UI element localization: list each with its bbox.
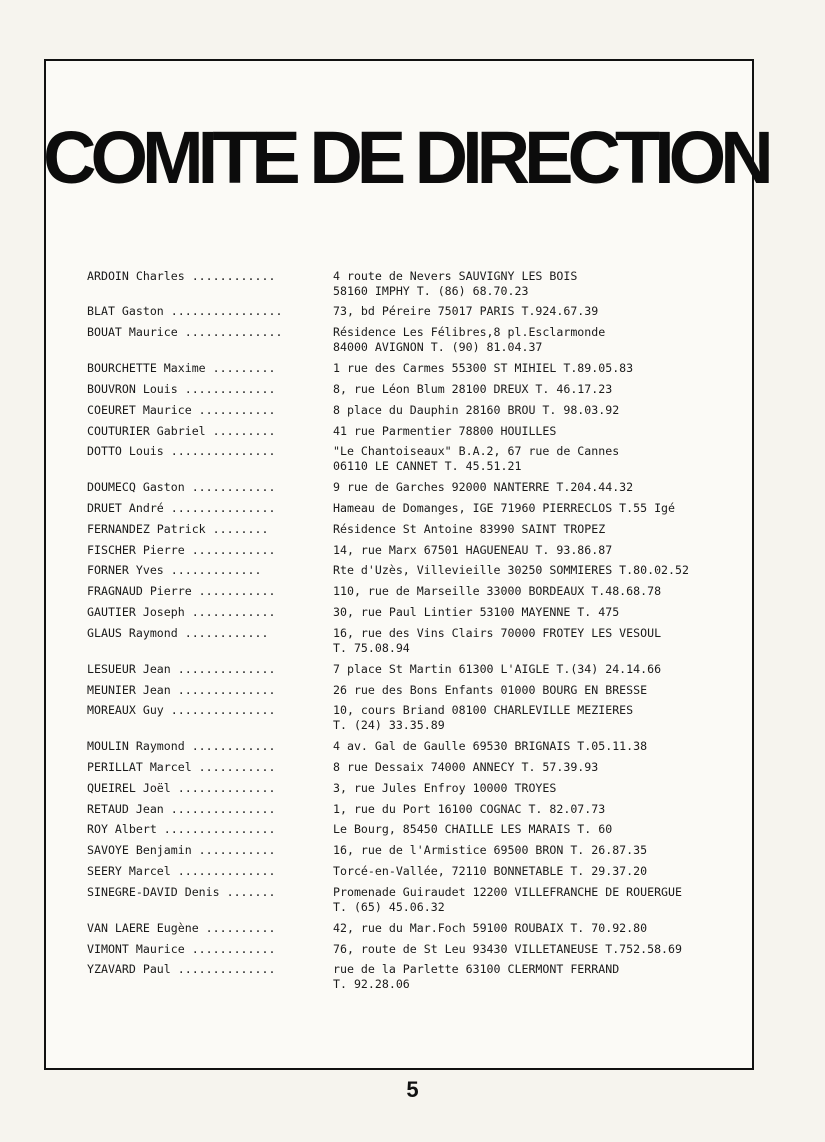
member-name: GLAUS Raymond ............ [87, 626, 269, 641]
member-address [333, 921, 747, 936]
list-item [87, 444, 747, 473]
address-line: 76, route de St Leu 93430 VILLETANEUSE T.752.58.69 [333, 941, 683, 956]
address-line: T. (24) 33.35.89 [333, 718, 445, 732]
member-address [333, 864, 747, 879]
member-name: BOUAT Maurice .............. [87, 325, 283, 340]
member-address [333, 942, 747, 957]
list-item [87, 942, 747, 957]
member-address [333, 501, 747, 516]
member-name: QUEIREL Joël .............. [87, 780, 276, 795]
member-name: FERNANDEZ Patrick ........ [87, 521, 269, 536]
address-line: 16, rue des Vins Clairs 70000 FROTEY LES VESOUL [333, 626, 662, 641]
list-item [87, 843, 747, 858]
member-address [333, 522, 747, 537]
list-item [87, 584, 747, 599]
address-line: 06110 LE CANNET T. 45.51.21 [333, 459, 522, 474]
list-item [87, 962, 747, 991]
address-line: Rte d'Uzès, Villevieille 30250 SOMMIERES T.80.02.52 [333, 563, 689, 578]
member-address [333, 781, 747, 796]
member-address [333, 361, 747, 376]
member-name: COUTURIER Gabriel ......... [87, 423, 276, 438]
address-line: 16, rue de l'Armistice 69500 BRON T. 26.87.35 [333, 843, 648, 858]
member-name: YZAVARD Paul .............. [87, 962, 276, 977]
address-line: rue de la Parlette 63100 CLERMONT FERRAND [333, 962, 620, 977]
list-item [87, 921, 747, 936]
member-address [333, 760, 747, 775]
address-line: 14, rue Marx 67501 HAGUENEAU T. 93.86.87 [333, 542, 613, 557]
address-line: "Le Chantoiseaux" B.A.2, 67 rue de Cannes [333, 444, 620, 459]
address-line: Résidence St Antoine 83990 SAINT TROPEZ [333, 521, 606, 536]
list-item [87, 703, 747, 732]
member-name: MOREAUX Guy ............... [87, 703, 276, 718]
list-item [87, 563, 747, 578]
address-line: 4 route de Nevers SAUVIGNY LES BOIS [333, 269, 578, 283]
member-address [333, 739, 747, 754]
address-line: 10, cours Briand 08100 CHARLEVILLE MEZIERES [333, 703, 634, 718]
member-address [333, 382, 747, 397]
address-line: 4 av. Gal de Gaulle 69530 BRIGNAIS T.05.11.38 [333, 738, 648, 753]
member-address [333, 683, 747, 698]
member-address [333, 962, 747, 991]
member-name: SINEGRE-DAVID Denis ....... [87, 885, 276, 900]
address-line: Résidence Les Félibres,8 pl.Esclarmonde [333, 325, 606, 340]
member-name: BOUVRON Louis ............. [87, 381, 276, 396]
list-item [87, 269, 747, 298]
member-name: GAUTIER Joseph ............ [87, 605, 276, 620]
address-line: Torcé-en-Vallée, 72110 BONNETABLE T. 29.37.20 [333, 864, 648, 879]
member-name: MEUNIER Jean .............. [87, 682, 276, 697]
member-address [333, 822, 747, 837]
address-line: 41 rue Parmentier 78800 HOUILLES [333, 423, 557, 438]
address-line: T. (65) 45.06.32 [333, 899, 445, 914]
address-line: 8 rue Dessaix 74000 ANNECY T. 57.39.93 [333, 759, 599, 774]
address-line: 58160 IMPHY T. (86) 68.70.23 [333, 283, 529, 298]
member-address [333, 843, 747, 858]
list-item [87, 480, 747, 495]
member-name: LESUEUR Jean .............. [87, 661, 276, 676]
member-address [333, 444, 747, 473]
address-line: Le Bourg, 85450 CHAILLE LES MARAIS T. 60 [333, 822, 613, 837]
member-address [333, 403, 747, 418]
member-list [87, 269, 747, 998]
member-address [333, 885, 747, 914]
member-name: BLAT Gaston ................ [87, 304, 283, 319]
list-item [87, 802, 747, 817]
address-line: T. 75.08.94 [333, 640, 410, 655]
list-item [87, 683, 747, 698]
member-name: FORNER Yves ............. [87, 563, 262, 578]
member-address [333, 543, 747, 558]
address-line: Hameau de Domanges, IGE 71960 PIERRECLOS T.55 Igé [333, 500, 676, 515]
member-address [333, 563, 747, 578]
address-line: 8 place du Dauphin 28160 BROU T. 98.03.92 [333, 402, 620, 417]
address-line: 110, rue de Marseille 33000 BORDEAUX T.48.68.78 [333, 584, 662, 599]
address-line: 84000 AVIGNON T. (90) 81.04.37 [333, 339, 543, 354]
list-item [87, 382, 747, 397]
list-item [87, 424, 747, 439]
list-item [87, 522, 747, 537]
address-line: 1 rue des Carmes 55300 ST MIHIEL T.89.05.83 [333, 360, 634, 375]
member-address [333, 626, 747, 655]
member-name: RETAUD Jean ............... [87, 801, 276, 816]
list-item [87, 760, 747, 775]
member-address [333, 480, 747, 495]
address-line: 30, rue Paul Lintier 53100 MAYENNE T. 475 [333, 605, 620, 620]
member-name: SAVOYE Benjamin ........... [87, 843, 276, 858]
list-item [87, 864, 747, 879]
address-line: 7 place St Martin 61300 L'AIGLE T.(34) 24.14.66 [333, 661, 662, 676]
list-item [87, 605, 747, 620]
member-address [333, 424, 747, 439]
member-address [333, 605, 747, 620]
member-address [333, 662, 747, 677]
list-item [87, 781, 747, 796]
member-name: ROY Albert ................ [87, 822, 276, 837]
address-line: 42, rue du Mar.Foch 59100 ROUBAIX T. 70.92.80 [333, 920, 648, 935]
address-line: T. 92.28.06 [333, 976, 410, 991]
list-item [87, 403, 747, 418]
member-name: DRUET André ............... [87, 500, 276, 515]
member-address [333, 802, 747, 817]
address-line: 8, rue Léon Blum 28100 DREUX T. 46.17.23 [333, 381, 613, 396]
member-address [333, 304, 747, 319]
member-address [333, 584, 747, 599]
page-title: COMITE DE DIRECTION [43, 116, 768, 199]
member-name: BOURCHETTE Maxime ......... [87, 360, 276, 375]
member-address [333, 703, 747, 732]
address-line: 9 rue de Garches 92000 NANTERRE T.204.44.32 [333, 479, 634, 494]
list-item [87, 304, 747, 319]
member-name: VAN LAERE Eugène .......... [87, 920, 276, 935]
list-item [87, 501, 747, 516]
address-line: 1, rue du Port 16100 COGNAC T. 82.07.73 [333, 801, 606, 816]
page-frame [43, 59, 768, 1070]
list-item [87, 361, 747, 376]
list-item [87, 822, 747, 837]
list-item [87, 885, 747, 914]
member-name: PERILLAT Marcel ........... [87, 759, 276, 774]
member-name: MOULIN Raymond ............ [87, 738, 276, 753]
member-name: SEERY Marcel .............. [87, 864, 276, 879]
member-name: FRAGNAUD Pierre ........... [87, 584, 276, 599]
list-item [87, 626, 747, 655]
list-item [87, 662, 747, 677]
member-name: ARDOIN Charles ............ [87, 269, 276, 283]
address-line: 73, bd Péreire 75017 PARIS T.924.67.39 [333, 304, 599, 319]
member-name: DOTTO Louis ............... [87, 444, 276, 459]
member-name: VIMONT Maurice ............ [87, 941, 276, 956]
member-name: DOUMECQ Gaston ............ [87, 479, 276, 494]
list-item [87, 543, 747, 558]
list-item [87, 325, 747, 354]
member-name: COEURET Maurice ........... [87, 402, 276, 417]
member-name: FISCHER Pierre ............ [87, 542, 276, 557]
member-address [333, 269, 747, 298]
address-line: Promenade Guiraudet 12200 VILLEFRANCHE DE ROUERGUE [333, 885, 683, 900]
member-address [333, 325, 747, 354]
address-line: 3, rue Jules Enfroy 10000 TROYES [333, 780, 557, 795]
address-line: 26 rue des Bons Enfants 01000 BOURG EN BRESSE [333, 682, 648, 697]
list-item [87, 739, 747, 754]
page-number: 5 [406, 1077, 419, 1102]
